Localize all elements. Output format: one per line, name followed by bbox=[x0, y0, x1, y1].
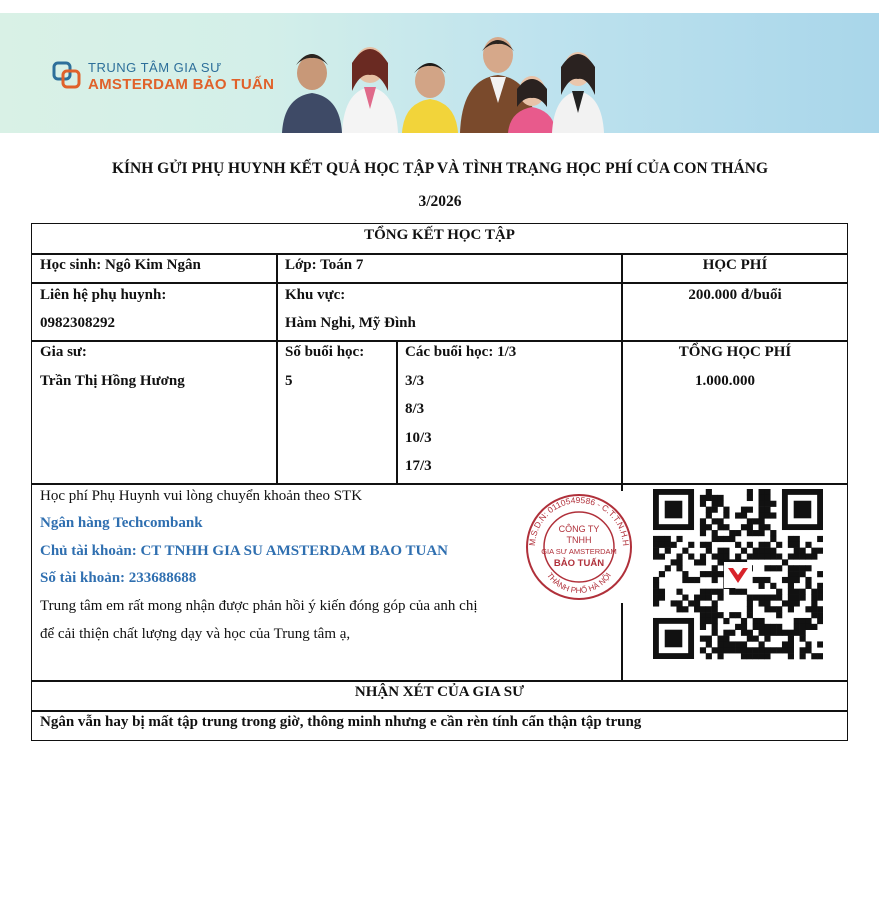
page-title-line1: KÍNH GỬI PHỤ HUYNH KẾT QUẢ HỌC TẬP VÀ TÌNH TRẠNG HỌC PHÍ CỦA CON THÁNG bbox=[111, 160, 769, 177]
column-divider bbox=[621, 253, 623, 681]
payment-note: Học phí Phụ Huynh vui lòng chuyển khoản theo STK bbox=[40, 488, 363, 504]
company-stamp bbox=[503, 491, 655, 603]
area-value: Hàm Nghi, Mỹ Đình bbox=[285, 315, 416, 331]
student-name: Học sinh: Ngô Kim Ngân bbox=[40, 257, 201, 273]
area-label: Khu vực: bbox=[285, 287, 346, 303]
class-name: Lớp: Toán 7 bbox=[285, 257, 364, 273]
table-header: TỔNG KẾT HỌC TẬP bbox=[364, 227, 515, 243]
sessions-label: Số buổi học: bbox=[285, 344, 365, 360]
stamp-line-3: GIA SƯ AMSTERDAM bbox=[541, 547, 617, 556]
fee-value: 200.000 đ/buổi bbox=[688, 287, 782, 303]
session-dates-label: Các buổi học: 1/3 bbox=[405, 344, 517, 360]
sessions-count: 5 bbox=[285, 373, 293, 389]
account-number: Số tài khoản: 233688688 bbox=[40, 570, 197, 586]
parent-contact-label: Liên hệ phụ huynh: bbox=[40, 287, 167, 303]
tutor-name: Trần Thị Hồng Hương bbox=[40, 373, 185, 389]
stamp-bottom-text: THÀNH PHỐ HÀ NỘI bbox=[545, 571, 613, 596]
account-holder: Chủ tài khoản: CT TNHH GIA SU AMSTERDAM BAO TUAN bbox=[40, 543, 449, 559]
row-divider bbox=[32, 710, 847, 712]
row-divider bbox=[32, 253, 847, 255]
brand-name-bottom: AMSTERDAM BẢO TUẤN bbox=[88, 76, 275, 93]
stamp-ring-text: M.S.D.N: 0110549586 - C.T.T.N.H.H bbox=[526, 494, 632, 547]
feedback-line-2: để cải thiện chất lượng dạy và học của Trung tâm ạ, bbox=[40, 626, 351, 642]
row-divider bbox=[32, 340, 847, 342]
stamp-line-1: CÔNG TY bbox=[558, 524, 600, 534]
parent-phone: 0982308292 bbox=[40, 315, 115, 331]
total-fee-value: 1.000.000 bbox=[695, 373, 755, 389]
bank-name: Ngân hàng Techcombank bbox=[40, 515, 203, 531]
row-divider bbox=[32, 483, 847, 485]
family-photo bbox=[270, 13, 610, 133]
brand-name-top: TRUNG TÂM GIA SƯ bbox=[88, 60, 222, 75]
session-date: 17/3 bbox=[405, 458, 432, 474]
column-divider bbox=[396, 340, 398, 484]
svg-text:THÀNH PHỐ HÀ NỘI bbox=[545, 571, 613, 595]
tutor-comment-header: NHẬN XÉT CỦA GIA SƯ bbox=[354, 684, 525, 700]
page-title-line2: 3/2026 bbox=[418, 193, 462, 210]
header-banner bbox=[0, 13, 879, 133]
tutor-comment: Ngân vẫn hay bị mất tập trung trong giờ, thông minh nhưng e cần rèn tính cẩn thận tập trung bbox=[40, 714, 642, 730]
session-date: 3/3 bbox=[405, 373, 425, 389]
session-date: 8/3 bbox=[405, 401, 425, 417]
row-divider bbox=[32, 282, 847, 284]
stamp-line-4: BẢO TUẤN bbox=[553, 558, 605, 569]
tutor-label: Gia sư: bbox=[40, 344, 87, 360]
chain-link-logo-icon bbox=[52, 60, 82, 90]
feedback-line-1: Trung tâm em rất mong nhận được phản hồi ý kiến đóng góp của anh chị bbox=[40, 598, 478, 614]
row-divider bbox=[32, 680, 847, 682]
stamp-line-2: TNHH bbox=[566, 535, 592, 545]
qr-code-icon[interactable] bbox=[653, 489, 823, 665]
fee-label: HỌC PHÍ bbox=[702, 257, 768, 273]
session-date: 10/3 bbox=[405, 430, 432, 446]
column-divider bbox=[276, 253, 278, 484]
total-fee-label: TỔNG HỌC PHÍ bbox=[678, 344, 792, 360]
summary-table bbox=[31, 223, 848, 741]
